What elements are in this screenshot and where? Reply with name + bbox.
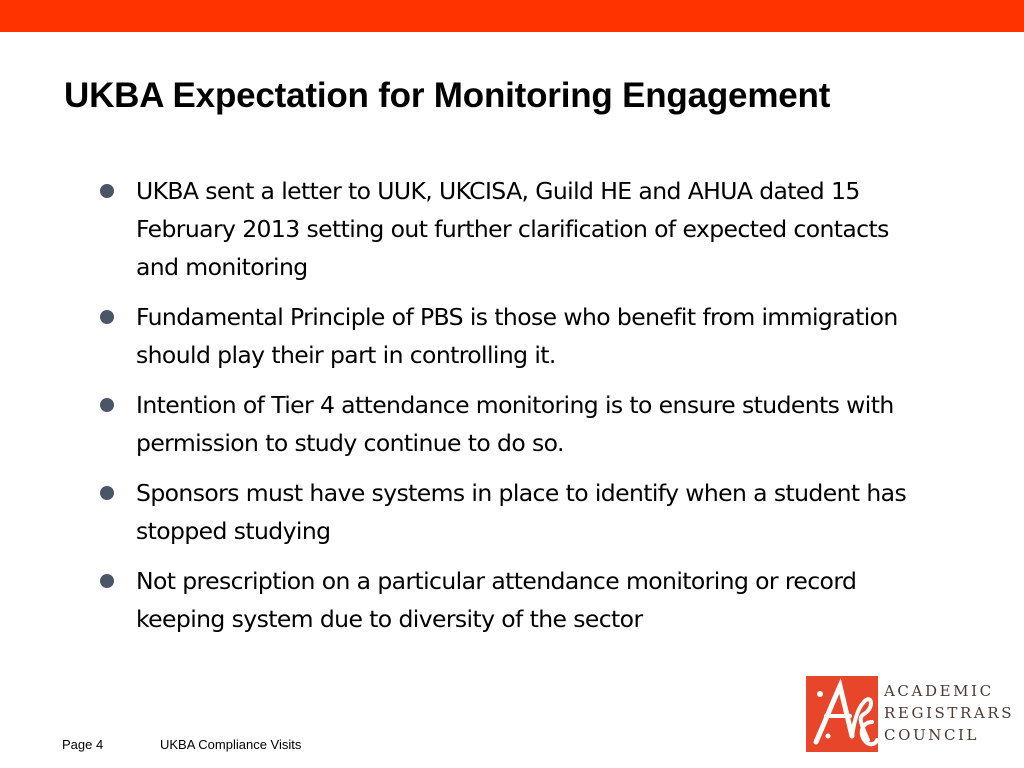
top-accent-bar	[0, 0, 1024, 32]
footer-presentation-title: UKBA Compliance Visits	[160, 737, 302, 752]
bullet-text: Intention of Tier 4 attendance monitoring is to ensure students with permission to study continue to do so.	[136, 391, 894, 457]
bullet-text: UKBA sent a letter to UUK, UKCISA, Guild HE and AHUA dated 15 February 2013 setting out further clarification of expected contacts and monitoring	[136, 177, 889, 281]
slide-title: UKBA Expectation for Monitoring Engagement	[64, 76, 831, 115]
bullet-text: Not prescription on a particular attendance monitoring or record keeping system due to diversity of the sector	[136, 567, 857, 633]
logo-line-council: COUNCIL	[884, 726, 980, 744]
bullet-item	[100, 562, 930, 638]
bullet-text: Fundamental Principle of PBS is those who benefit from immigration should play their part in controlling it.	[136, 303, 898, 369]
bullet-dot-icon	[100, 486, 114, 500]
arc-logo-mark-icon	[806, 676, 878, 752]
arc-logo	[806, 676, 1020, 754]
bullet-item	[100, 474, 930, 550]
bullet-dot-icon	[100, 184, 114, 198]
bullet-item	[100, 172, 930, 286]
bullet-list	[100, 172, 930, 650]
bullet-text: Sponsors must have systems in place to identify when a student has stopped studying	[136, 479, 907, 545]
bullet-dot-icon	[100, 310, 114, 324]
logo-wordmark	[884, 680, 1014, 746]
bullet-dot-icon	[100, 398, 114, 412]
bullet-item	[100, 298, 930, 374]
bullet-dot-icon	[100, 574, 114, 588]
logo-line-academic: ACADEMIC	[884, 682, 994, 700]
bullet-item	[100, 386, 930, 462]
footer-page-number: Page 4	[62, 737, 104, 752]
logo-line-registrars: REGISTRARS	[884, 704, 1015, 722]
